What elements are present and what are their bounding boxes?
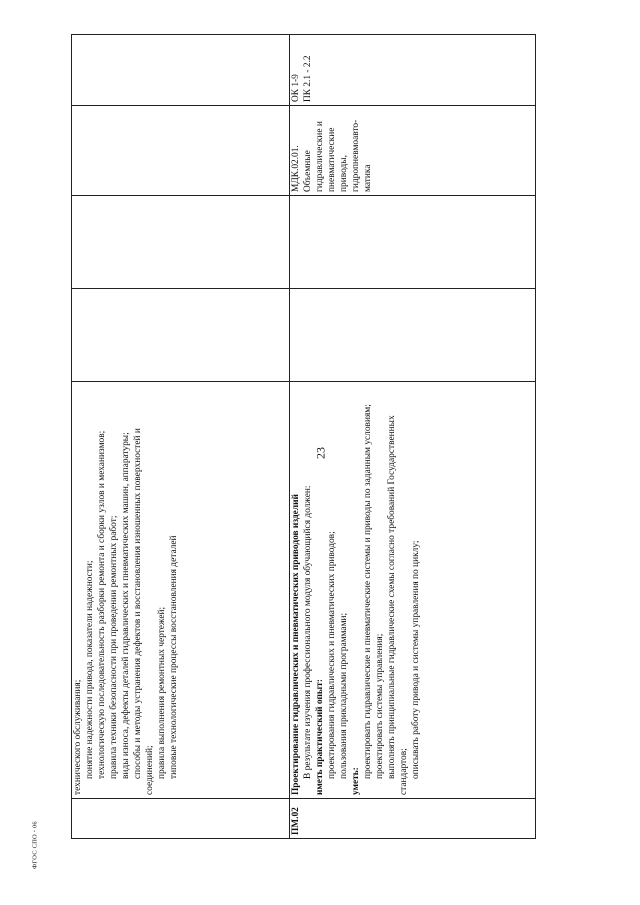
competence-ok: ОК 1-9	[291, 74, 301, 102]
content-line: выполнять принципиальные гидравлические схемы согласно требований Государственных стандартов;	[387, 415, 409, 795]
empty-cell	[290, 196, 536, 289]
content-cell	[72, 382, 290, 799]
content-cell	[290, 382, 536, 799]
empty-cell	[72, 35, 290, 106]
content-line: понятие надежности привода, показатели надежности;	[85, 560, 95, 779]
rotated-table-wrapper	[71, 35, 535, 839]
page-number: 23	[313, 447, 328, 459]
competence-pk: ПК 2.1 - 2.2	[303, 55, 313, 102]
content-line: технического обслуживания;	[73, 679, 83, 795]
content-line: Проектирование гидравлических и пневматических приводов изделий	[291, 494, 301, 795]
table-row	[290, 35, 536, 839]
empty-cell	[72, 106, 290, 196]
content-line: проектировать системы управления;	[375, 633, 385, 779]
footer-code: ФГОС СПО - 06	[31, 821, 39, 869]
content-line: правила техники безопасности при проведении ремонтных работ;	[109, 515, 119, 779]
content-line: проектирования гидравлических и пневматических приводов;	[327, 531, 337, 779]
module-code-cell: ПМ.02	[290, 799, 536, 839]
content-line: правила выполнения ремонтных чертежей;	[157, 606, 167, 779]
competences-cell	[290, 35, 536, 106]
empty-cell	[72, 289, 290, 382]
content-line: типовые технологические процессы восстановления деталей	[169, 535, 179, 779]
empty-cell	[72, 196, 290, 289]
content-line: проектировать гидравлические и пневматические системы и приводы по заданным условиям;	[363, 404, 373, 779]
curriculum-table	[71, 34, 536, 839]
content-line: описывать работу привода и системы управления по циклу;	[411, 540, 421, 779]
empty-cell	[290, 289, 536, 382]
content-line: уметь:	[351, 767, 361, 795]
content-line: В результате изучения профессионального модуля обучающийся должен:	[303, 485, 313, 779]
code-cell	[72, 799, 290, 839]
table-row	[72, 35, 290, 839]
content-line: способы и методы устранения дефектов и восстановления изношенных поверхностей и соединений;	[133, 428, 155, 795]
content-line: технологическую последовательность разборки ремонта и сборки узлов и механизмов;	[97, 430, 107, 779]
mdk-cell: МДК.02.01. Объемные гидравлические и пневматические приводы, гидропневмоавто-матика	[290, 106, 536, 196]
content-line: виды износа, дефекты деталей гидравлических и пневматических машин, аппаратуры;	[121, 432, 131, 779]
content-line: пользования прикладными программами;	[339, 612, 349, 779]
content-line: иметь практический опыт:	[315, 679, 325, 795]
